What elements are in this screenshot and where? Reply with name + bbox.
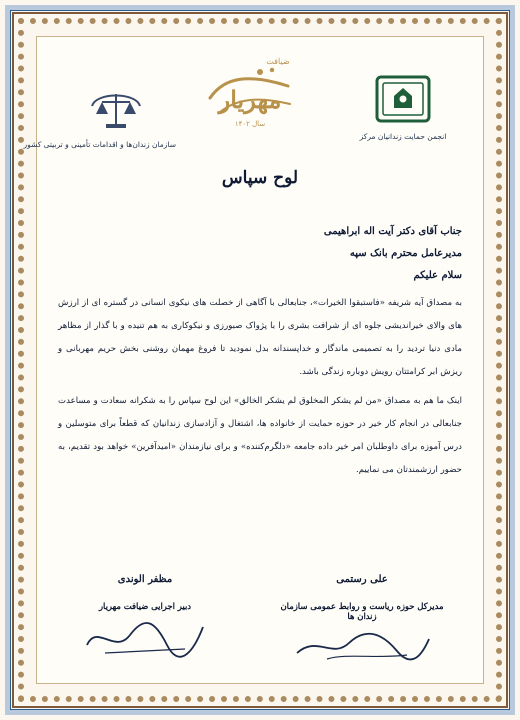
association-emblem-icon	[374, 74, 432, 124]
recipient-role-line: مدیرعامل محترم بانک سپه	[349, 248, 462, 259]
signature-block-left	[70, 574, 220, 663]
association-logo-caption: انجمن حمایت زندانیان مرکز	[359, 132, 447, 141]
certificate-title: لوح سپاس	[221, 168, 299, 188]
greeting-line: سلام علیکم	[413, 270, 462, 281]
handwritten-signature-left	[75, 615, 215, 659]
prisons-organization-caption: سازمان زندان‌ها و اقدامات تأمینی و تربیتی کشور	[23, 140, 176, 149]
signatory-name-right: علی رستمی	[336, 574, 388, 585]
event-logo	[190, 46, 310, 136]
event-logo-small-text: ضیافت	[266, 57, 290, 66]
certificate-body	[58, 226, 462, 482]
body-paragraph-2: اینک ما هم به مصداق «من لم یشکر المخلوق لم یشکر الخالق» این لوح سپاس را به شکرانه سعادت و مساعدت جنابعالی در انجام کار خیر در حوزه حمایت از خانواده ها، اشتغال و آزادسازی زندانیان که قطعاً برای متوسلین و درس آموزه برای داوطلبان امر خیر داده جامعه «دلگرم‌کننده» و برای نیازمندان «امیدآفرین» خواهد بود تقدیم، به حضور ارزشمندتان می نماییم.	[58, 396, 462, 475]
event-logo-text: مهریار	[218, 85, 282, 114]
association-logo	[344, 74, 462, 150]
body-paragraph-1: به مصداق آیه شریفه «فاستبقوا الخیرات»، جنابعالی با آگاهی از خصلت های نیکوی انسانی در گستره ای از ارزش های والای خیراندیشی جلوه ای از شرافت بشری را با پژواک صبورزی و نیکوکاری به هم تنیده و با گذار از مظاهر مادی دنیا تردید را به تصمیمی ماندگار و خداپسندانه بدل نمودید تا فروغ مهمان روشنی بخش حریم مهربانی و ریزش ابر کرامتتان رویش دوباره زندگی باشد.	[58, 298, 462, 377]
prisons-organization-logo	[23, 86, 176, 156]
signature-block-right	[272, 574, 452, 669]
scales-of-justice-icon	[86, 86, 146, 132]
event-logo-year: سال ۱۴۰۲	[234, 120, 266, 128]
signatory-role-right: مدیرکل حوزه ریاست و روابط عمومی سازمان زندان ها	[280, 601, 444, 621]
signatory-name-left: مظفر الوندی	[117, 574, 173, 585]
signatory-role-left: دبیر اجرایی ضیافت مهریار	[98, 601, 192, 611]
event-calligraphy-logo	[190, 46, 310, 136]
handwritten-signature-right	[287, 625, 437, 665]
recipient-line: جناب آقای دکتر آیت اله ابراهیمی	[323, 226, 462, 237]
